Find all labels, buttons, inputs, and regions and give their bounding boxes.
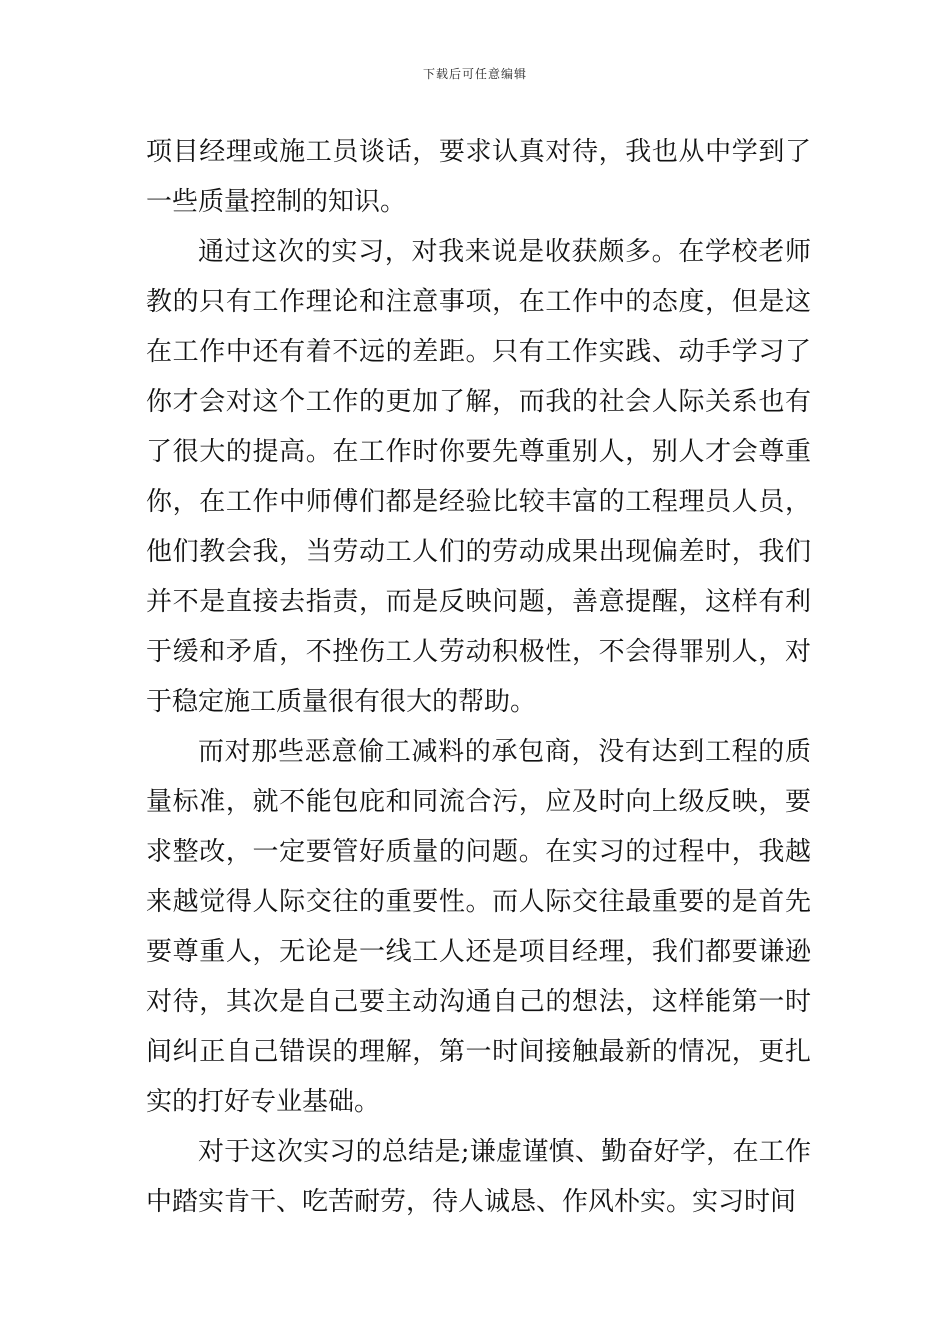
paragraph-1: 项目经理或施工员谈话，要求认真对待，我也从中学到了一些质量控制的知识。 xyxy=(146,137,811,217)
page-header: 下载后可任意编辑 xyxy=(422,67,527,81)
paragraph-4: 对于这次实习的总结是;谦虚谨慎、勤奋好学，在工作中踏实肯干、吃苦耐劳，待人诚恳、作风朴实。实习时间 xyxy=(146,1137,811,1217)
paragraph-2: 通过这次的实习，对我来说是收获颇多。在学校老师教的只有工作理论和注意事项，在工作中的态度，但是这在工作中还有着不远的差距。只有工作实践、动手学习了你才会对这个工作的更加了解，而我的社会人际关系也有了很大的提高。在工作时你要先尊重别人，别人才会尊重你，在工作中师傅们都是经验比较丰富的工程理员人员，他们教会我，当劳动工人们的劳动成果出现偏差时，我们并不是直接去指责，而是反映问题，善意提醒，这样有利于缓和矛盾，不挫伤工人劳动积极性，不会得罪别人，对于稳定施工质量很有很大的帮助。 xyxy=(146,237,811,717)
document-body xyxy=(146,127,811,1227)
paragraph-3: 而对那些恶意偷工减料的承包商，没有达到工程的质量标准，就不能包庇和同流合污，应及时向上级反映，要求整改，一定要管好质量的问题。在实习的过程中，我越来越觉得人际交往的重要性。而人际交往最重要的是首先要尊重人，无论是一线工人还是项目经理，我们都要谦逊对待，其次是自己要主动沟通自己的想法，这样能第一时间纠正自己错误的理解，第一时间接触最新的情况，更扎实的打好专业基础。 xyxy=(146,737,811,1117)
